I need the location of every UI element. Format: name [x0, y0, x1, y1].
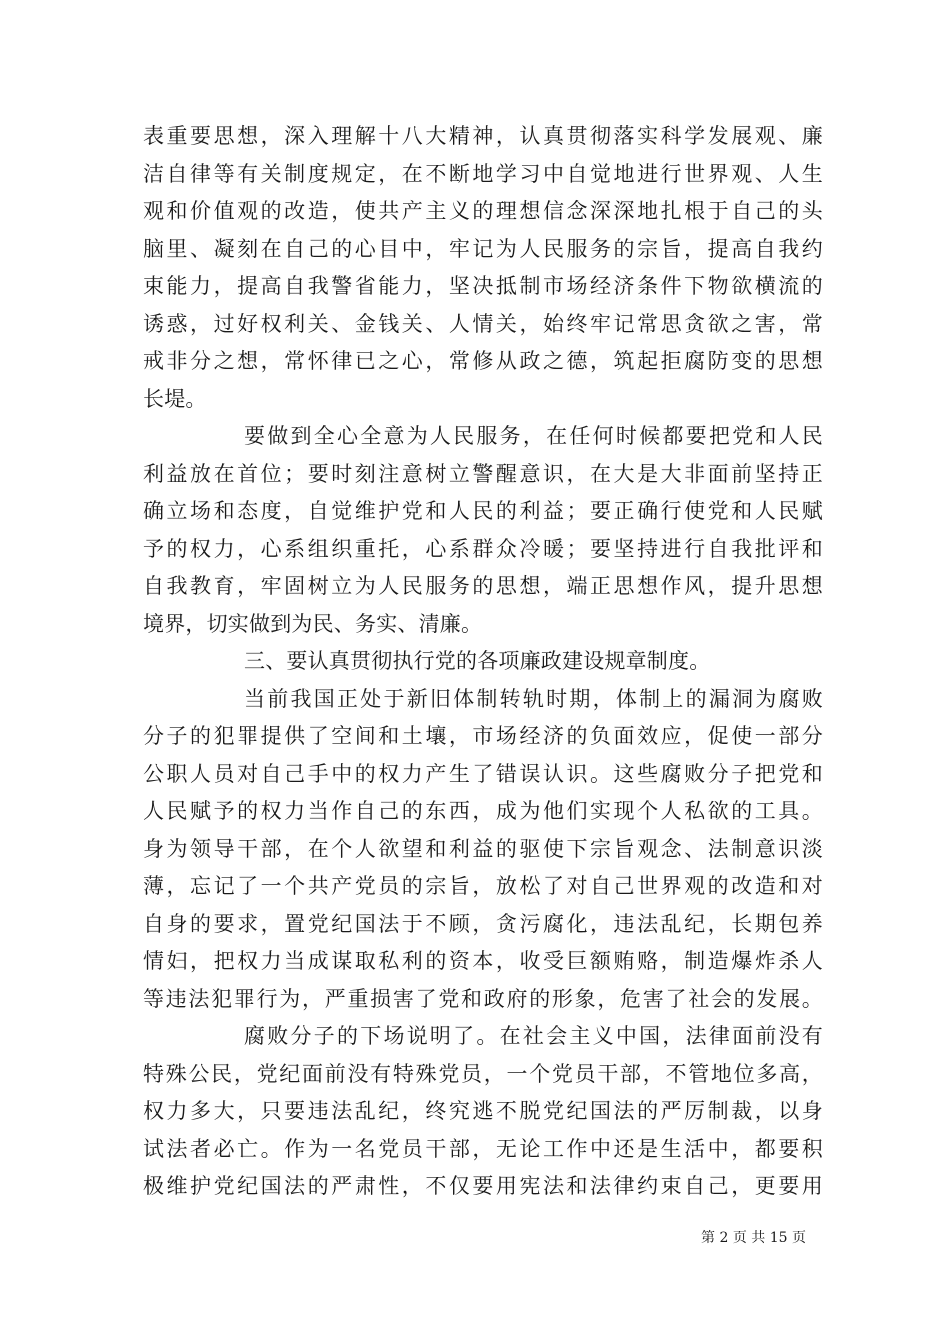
text-line: 试法者必亡。作为一名党员干部，无论工作中还是生活中，都要积: [143, 1136, 823, 1161]
text-line: 身为领导干部，在个人欲望和利益的驱使下宗旨观念、法制意识淡: [143, 836, 823, 861]
text-line: 自我教育，牢固树立为人民服务的思想，端正思想作风，提升思想: [143, 574, 823, 598]
text-line: 自身的要求，置党纪国法于不顾，贪污腐化，违法乱纪，长期包养: [143, 911, 823, 936]
text-line: 确立场和态度，自觉维护党和人民的利益；要正确行使党和人民赋: [143, 499, 823, 523]
text-line: 三、要认真贯彻执行党的各项廉政建设规章制度。: [244, 649, 711, 673]
text-line: 极维护党纪国法的严肃性，不仅要用宪法和法律约束自己，更要用: [143, 1174, 823, 1198]
text-line: 权力多大，只要违法乱纪，终究逃不脱党纪国法的严厉制裁，以身: [143, 1099, 823, 1123]
body-text: [143, 118, 823, 1206]
text-line: 分子的犯罪提供了空间和土壤，市场经济的负面效应，促使一部分: [143, 724, 823, 748]
text-line: 表重要思想，深入理解十八大精神，认真贯彻落实科学发展观、廉: [143, 124, 823, 148]
text-line: 当前我国正处于新旧体制转轨时期，体制上的漏洞为腐败: [244, 686, 823, 711]
text-line: 特殊公民，党纪面前没有特殊党员，一个党员干部，不管地位多高，: [143, 1061, 823, 1086]
text-line: 洁自律等有关制度规定，在不断地学习中自觉地进行世界观、人生: [143, 161, 823, 186]
text-line: 戒非分之想，常怀律已之心，常修从政之德，筑起拒腐防变的思想: [143, 349, 823, 373]
text-line: 薄，忘记了一个共产党员的宗旨，放松了对自己世界观的改造和对: [143, 874, 823, 898]
text-line: 利益放在首位；要时刻注意树立警醒意识，在大是大非面前坚持正: [143, 461, 823, 486]
text-line: 要做到全心全意为人民服务，在任何时候都要把党和人民: [244, 424, 823, 448]
text-line: 公职人员对自己手中的权力产生了错误认识。这些腐败分子把党和: [143, 761, 823, 786]
text-line: 境界，切实做到为民、务实、清廉。: [143, 611, 483, 636]
text-line: 脑里、凝刻在自己的心目中，牢记为人民服务的宗旨，提高自我约: [143, 236, 823, 261]
text-line: 人民赋予的权力当作自己的东西，成为他们实现个人私欲的工具。: [143, 799, 823, 823]
text-line: 腐败分子的下场说明了。在社会主义中国，法律面前没有: [244, 1024, 823, 1048]
text-line: 束能力，提高自我警省能力，坚决抵制市场经济条件下物欲横流的: [143, 274, 823, 298]
text-line: 予的权力，心系组织重托，心系群众冷暖；要坚持进行自我批评和: [143, 536, 823, 561]
text-line: 观和价值观的改造，使共产主义的理想信念深深地扎根于自己的头: [143, 199, 823, 223]
text-line: 诱惑，过好权利关、金钱关、人情关，始终牢记常思贪欲之害，常: [143, 311, 823, 336]
text-line: 等违法犯罪行为，严重损害了党和政府的形象，危害了社会的发展。: [143, 986, 823, 1011]
text-line: 长堤。: [143, 386, 207, 411]
text-line: 情妇，把权力当成谋取私利的资本，收受巨额贿赂，制造爆炸杀人: [143, 949, 823, 973]
page-number: 第 2 页 共 15 页: [701, 1230, 806, 1246]
